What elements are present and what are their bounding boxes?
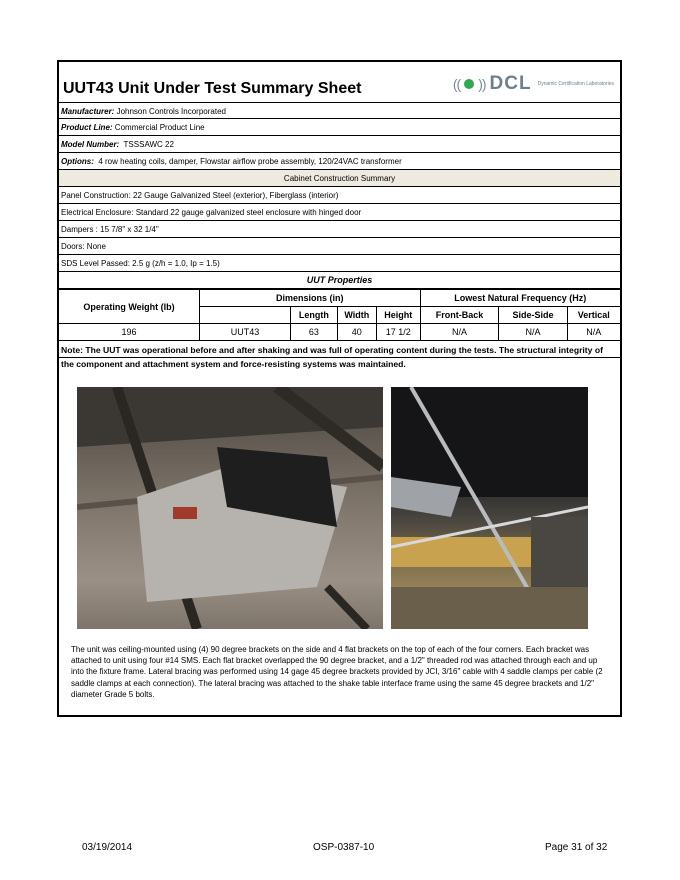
weight-header: Operating Weight (lb) [59,290,200,324]
dcl-logo [453,72,614,96]
product-line-value: Commercial Product Line [114,123,205,132]
footer-date: 03/19/2014 [82,842,133,853]
model-value: TSSSAWC 22 [123,140,174,149]
uut-properties-heading: UUT Properties [59,272,620,289]
section-divider [59,357,620,358]
logo-wave-left: (( [452,76,461,92]
uut-properties-table [59,289,620,341]
width-header: Width [337,307,376,324]
footer-page: Page 31 of 32 [545,842,608,853]
manufacturer-row: Manufacturer: Johnson Controls Incorporated [59,102,620,119]
front-back-header: Front-Back [420,307,499,324]
length-header: Length [291,307,338,324]
options-value: 4 row heating coils, damper, Flowstar airflow probe assembly, 120/24VAC transformer [98,157,402,166]
lateral-bracing-photo [391,387,588,629]
frequency-header: Lowest Natural Frequency (Hz) [420,290,620,307]
width-value: 40 [337,324,376,341]
footer-doc-id: OSP-0387-10 [313,842,375,853]
info-rows [59,102,620,371]
vertical-value: N/A [567,324,620,341]
vertical-header: Vertical [567,307,620,324]
height-header: Height [376,307,420,324]
test-note: Note: The UUT was operational before and after shaking and was full of operating content during the tests. The structural integrity of the component and attachment system and force-resisting systems was maintained. [61,345,603,369]
model-row: Model Number: TSSSAWC 22 [59,136,620,153]
dampers: Dampers : 15 7/8" x 32 1/4" [59,221,620,238]
logo-tagline: Dynamic Certification Laboratories [537,81,614,87]
logo-wave-right: )) [478,76,486,92]
unit-photo-ceiling-mounted [77,387,383,629]
summary-sheet [57,60,622,717]
weight-value: 196 [59,324,200,341]
product-line-row: Product Line: Commercial Product Line [59,119,620,136]
page-title: UUT43 Unit Under Test Summary Sheet [63,80,362,97]
electrical-enclosure: Electrical Enclosure: Standard 22 gauge galvanized steel enclosure with hinged door [59,204,620,221]
doors: Doors: None [59,238,620,255]
unit-value: UUT43 [200,324,291,341]
options-row: Options: 4 row heating coils, damper, Flowstar airflow probe assembly, 120/24VAC transformer [59,153,620,170]
installation-caption: The unit was ceiling-mounted using (4) 90 degree brackets on the side and 4 flat brackets on the top of each of the four corners. Each bracket was attached to unit using four #14 SMS. Each flat bracket overlapped the 90 degree bracket, and a 1/2" threaded rod was attached through each and up into the fixture frame. Lateral bracing was performed using 14 gage 45 degree brackets provided by JCI, 3/16" cable with 4 saddle clamps per cable (2 saddle clamps at each connection). The lateral bracing was attached to the shake table interface frame using the same 45 degree brackets and 1/2" diameter Grade 5 bolts. [71,645,603,699]
cabinet-heading: Cabinet Construction Summary [59,170,620,187]
height-value: 17 1/2 [376,324,420,341]
side-side-value: N/A [499,324,567,341]
panel-construction: Panel Construction: 22 Gauge Galvanized Steel (exterior), Fiberglass (interior) [59,187,620,204]
unit-subheader [200,307,291,324]
logo-name: DCL [489,73,532,94]
logo-dot-icon [464,79,474,89]
side-side-header: Side-Side [499,307,567,324]
sds-level: SDS Level Passed: 2.5 g (z/h = 1.0, Ip = 1.5) [59,255,620,272]
front-back-value: N/A [420,324,499,341]
length-value: 63 [291,324,338,341]
manufacturer-value: Johnson Controls Incorporated [116,107,226,116]
dimensions-header: Dimensions (in) [200,290,421,307]
